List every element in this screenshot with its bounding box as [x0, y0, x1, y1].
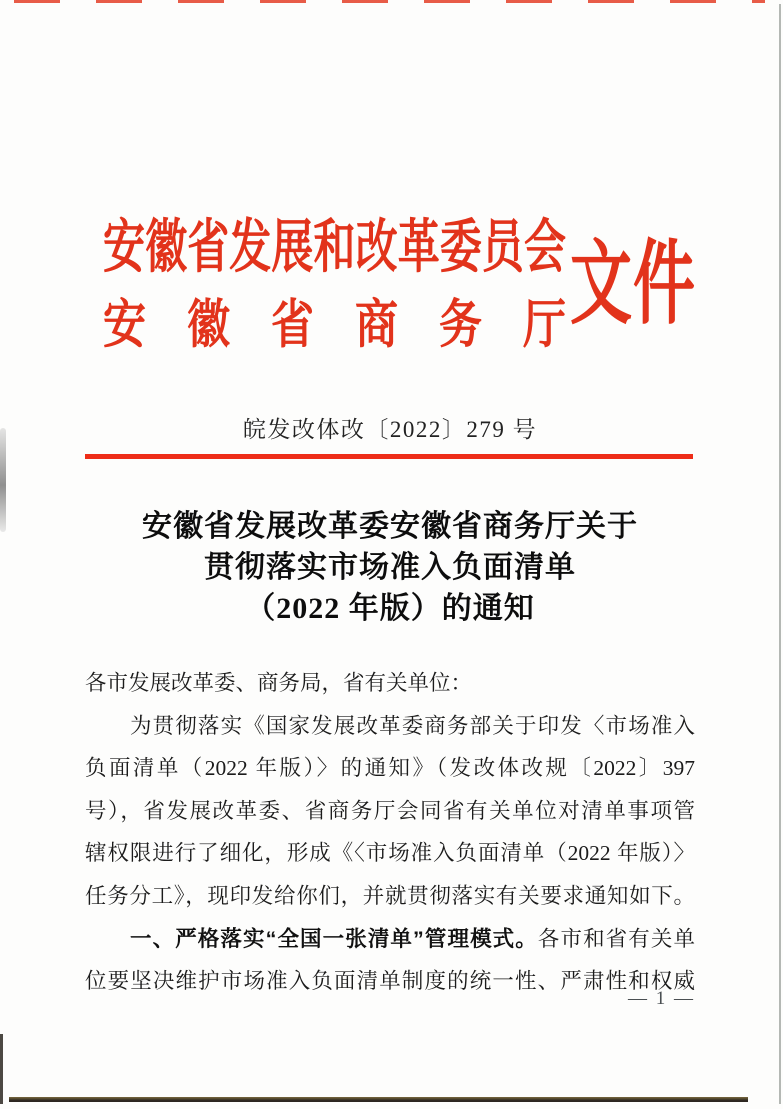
org-name-line2: 安徽省商务厅 [103, 297, 566, 355]
body-line: 辖权限进行了细化，形成《〈市场准入负面清单（2022 年版）〉 [85, 841, 695, 866]
title-line-1: 安徽省发展改革委安徽省商务厅关于 [142, 510, 638, 543]
issuing-orgs [103, 216, 566, 355]
title-line-3: （2022 年版）的通知 [245, 592, 535, 625]
body-line: 任务分工》，现印发给你们，并就贯彻落实有关要求通知如下。 [85, 883, 695, 908]
scan-artifact-bottom-page-edge [9, 1097, 748, 1102]
letterhead [103, 216, 697, 362]
org-name-line1: 安徽省发展和改革委员会 [103, 216, 566, 281]
document-number: 皖发改体改〔2022〕279 号 [242, 417, 538, 442]
body-line: 位要坚决维护市场准入负面清单制度的统一性、严肃性和权威 [85, 969, 695, 994]
document-title [85, 506, 695, 629]
title-line-2: 贯彻落实市场准入负面清单 [204, 551, 576, 584]
body-line: 号），省发展改革委、省商务厅会同省有关单位对清单事项管 [85, 798, 695, 823]
salutation-line: 各市发展改革委、商务局，省有关单位： [85, 671, 473, 695]
document-body [85, 662, 695, 1003]
red-separator-rule [85, 454, 693, 459]
doc-type-label: 文件 [570, 235, 697, 336]
scan-artifact-right-page-edge [779, 4, 781, 1104]
section-heading-bold: 一、严格落实“全国一张清单”管理模式。 [130, 926, 538, 951]
body-line: 负面清单（2022 年版）〉的通知》（发改体改规〔2022〕397 [85, 756, 695, 781]
page-number: — 1 — [628, 988, 695, 1009]
scan-artifact-bottom-left-mark [0, 1034, 3, 1104]
body-line [85, 918, 695, 961]
scan-artifact-top-red-dashes [14, 0, 765, 3]
scan-artifact-left-smudge [0, 428, 6, 532]
body-line: 为贯彻落实《国家发展改革委商务部关于印发〈市场准入 [130, 713, 695, 738]
body-line-continuation: 各市和省有关单 [537, 926, 695, 951]
